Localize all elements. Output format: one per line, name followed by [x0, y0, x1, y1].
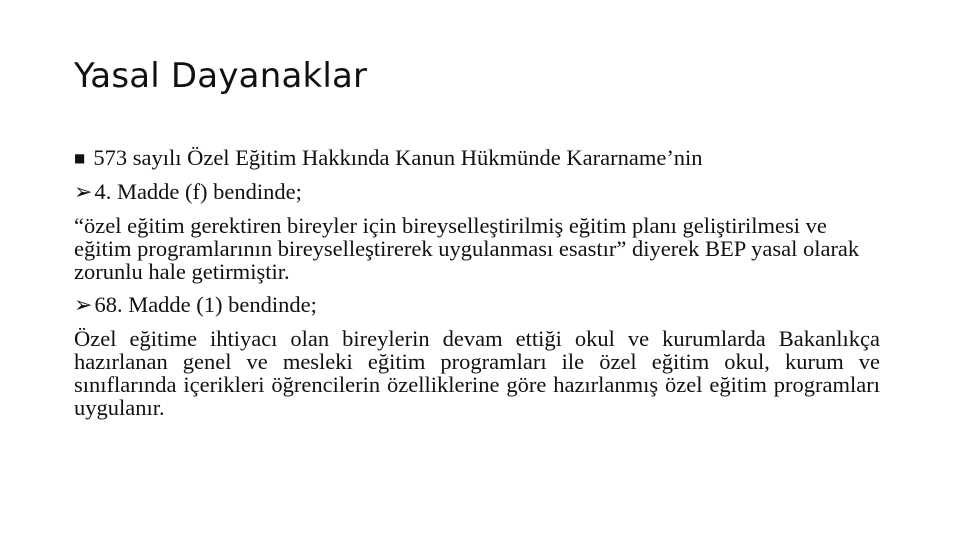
slide-body — [74, 146, 880, 419]
paragraph-article-4 — [74, 180, 880, 204]
arrow-bullet-icon: ➢ — [74, 180, 93, 205]
paragraph-decree — [74, 146, 880, 170]
paragraph-article-68 — [74, 293, 880, 317]
paragraph-article-4-text: 4. Madde (f) bendinde; — [94, 179, 302, 204]
arrow-bullet-icon: ➢ — [74, 293, 93, 318]
paragraph-programs: Özel eğitime ihtiyacı olan bireylerin devam ettiği okul ve kurumlarda Bakanlıkça hazırlanan genel ve mesleki eğitim programları ile özel eğitim okul, kurum ve sınıflarında içerikleri öğrencilerin özelliklerine göre hazırlanmış özel eğitim programları uygulanır. — [74, 326, 880, 420]
square-bullet-icon: ■ — [74, 151, 86, 165]
paragraph-decree-text: 573 sayılı Özel Eğitim Hakkında Kanun Hükmünde Kararname’nin — [93, 145, 703, 170]
paragraph-quote: “özel eğitim gerektiren bireyler için bireyselleştirilmiş eğitim planı geliştirilmesi ve eğitim programlarının bireyselleştirerek uygulanması esastır” diyerek BEP yasal olarak zorunlu hale getirmiştir. — [74, 213, 860, 284]
paragraph-article-68-text: 68. Madde (1) bendinde; — [94, 292, 317, 317]
slide-title: Yasal Dayanaklar — [74, 56, 368, 96]
